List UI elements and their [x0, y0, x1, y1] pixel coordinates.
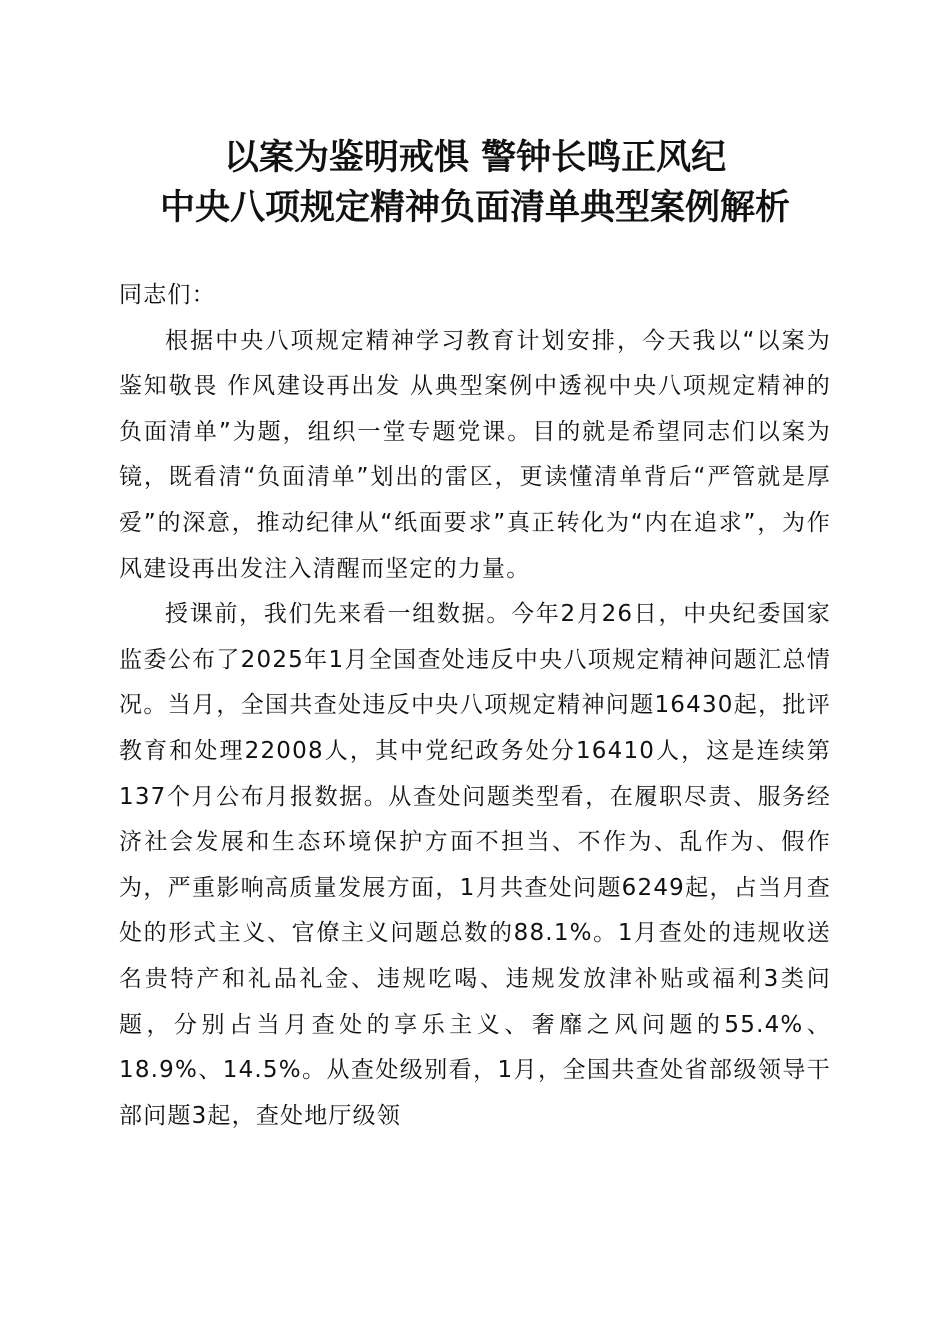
title-line-2: 中央八项规定精神负面清单典型案例解析 — [159, 187, 790, 228]
document-body — [119, 273, 831, 1139]
salutation: 同志们： — [119, 282, 216, 308]
document-title — [0, 133, 950, 233]
paragraph-intro: 根据中央八项规定精神学习教育计划安排，今天我以“以案为鉴知敬畏 作风建设再出发 从典型案例中透视中央八项规定精神的负面清单”为题，组织一堂专题党课。目的就是希望同志们以案为镜，既看清“负面清单”划出的雷区，更读懂清单背后“严管就是厚爱”的深意，推动纪律从“纸面要求”真正转化为“内在追求”，为作风建设再出发注入清醒而坚定的力量。 — [119, 327, 831, 582]
paragraph-data: 授课前，我们先来看一组数据。今年2月26日，中央纪委国家监委公布了2025年1月全国查处违反中央八项规定精神问题汇总情况。当月，全国共查处违反中央八项规定精神问题16430起，批评教育和处理22008人，其中党纪政务处分16410人，这是连续第137个月公布月报数据。从查处问题类型看，在履职尽责、服务经济社会发展和生态环境保护方面不担当、不作为、乱作为、假作为，严重影响高质量发展方面，1月共查处问题6249起，占当月查处的形式主义、官僚主义问题总数的88.1%。1月查处的违规收送名贵特产和礼品礼金、违规吃喝、违规发放津补贴或福利3类问题，分别占当月查处的享乐主义、奢靡之风问题的55.4%、18.9%、14.5%。从查处级别看，1月，全国共查处省部级领导干部问题3起，查处地厅级领 — [119, 601, 831, 1129]
title-line-1: 以案为鉴明戒惧 警钟长鸣正风纪 — [223, 137, 727, 178]
